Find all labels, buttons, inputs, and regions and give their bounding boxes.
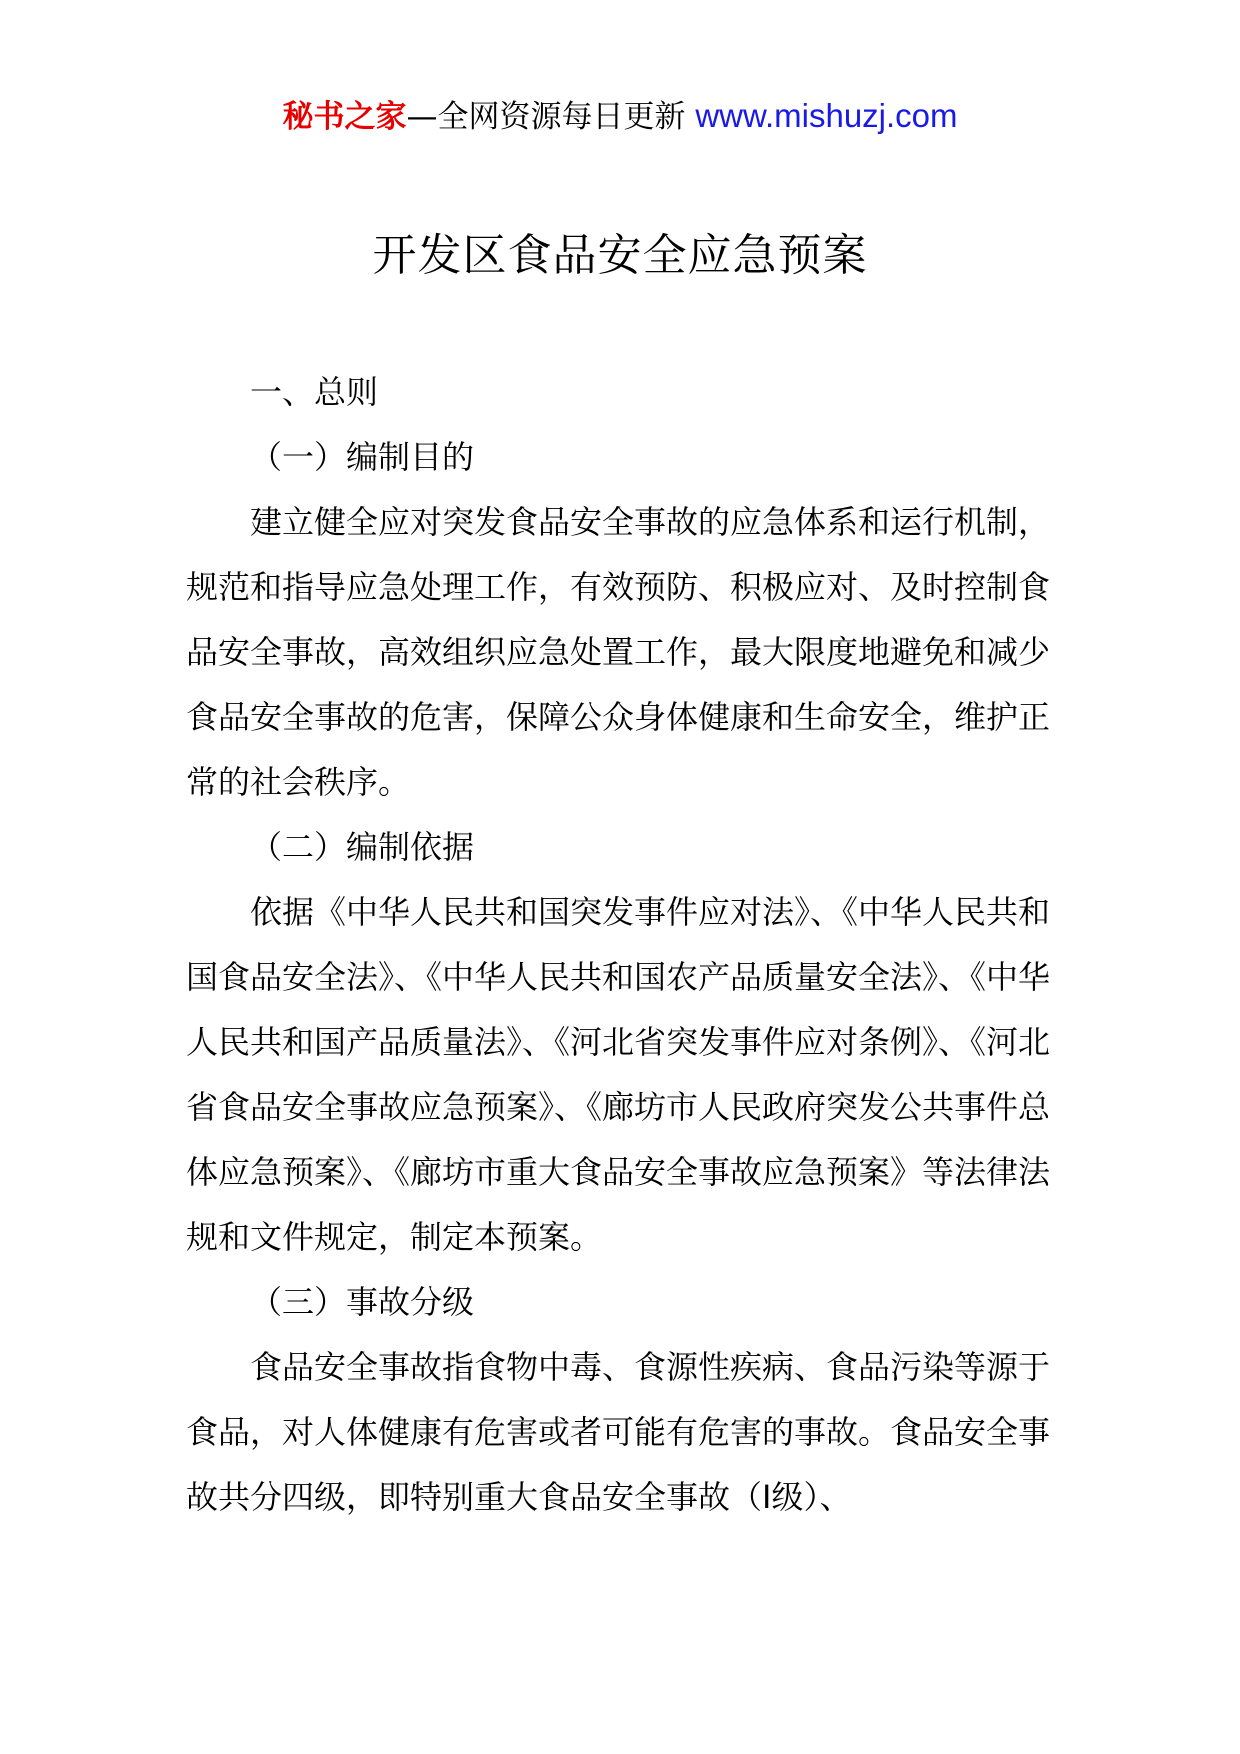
- document-title: 开发区食品安全应急预案: [372, 230, 868, 281]
- header-slogan: —全网资源每日更新: [406, 99, 696, 135]
- body-paragraph: 建立健全应对突发食品安全事故的应急体系和运行机制，规范和指导应急处理工作，有效预防、积极应对、及时控制食品安全事故，高效组织应急处置工作，最大限度地避免和减少食品安全事故的危害，保障公众身体健康和生命安全，维护正常的社会秩序。: [186, 503, 1051, 801]
- brand-name: 秘书之家: [282, 99, 407, 135]
- body-paragraph: 依据《中华人民共和国突发事件应对法》、《中华人民共和国食品安全法》、《中华人民共和国农产品质量安全法》、《中华人民共和国产品质量法》、《河北省突发事件应对条例》、《河北省食品安全事故应急预案》、《廊坊市人民政府突发公共事件总体应急预案》、《廊坊市重大食品安全事故应急预案》等法律法规和文件规定，制定本预案。: [186, 893, 1051, 1256]
- document-body: [186, 360, 1050, 1530]
- section-heading: 一、总则: [250, 373, 379, 411]
- subsection-heading: （三）事故分级: [250, 1283, 475, 1321]
- subsection-heading: （一）编制目的: [250, 438, 475, 476]
- body-paragraph: 食品安全事故指食物中毒、食源性疾病、食品污染等源于食品，对人体健康有危害或者可能有危害的事故。食品安全事故共分四级，即特别重大食品安全事故（Ⅰ级）、: [186, 1348, 1051, 1516]
- subsection-heading: （二）编制依据: [250, 828, 475, 866]
- site-header: [0, 96, 1240, 137]
- site-url-link[interactable]: www.mishuzj.com: [695, 97, 958, 134]
